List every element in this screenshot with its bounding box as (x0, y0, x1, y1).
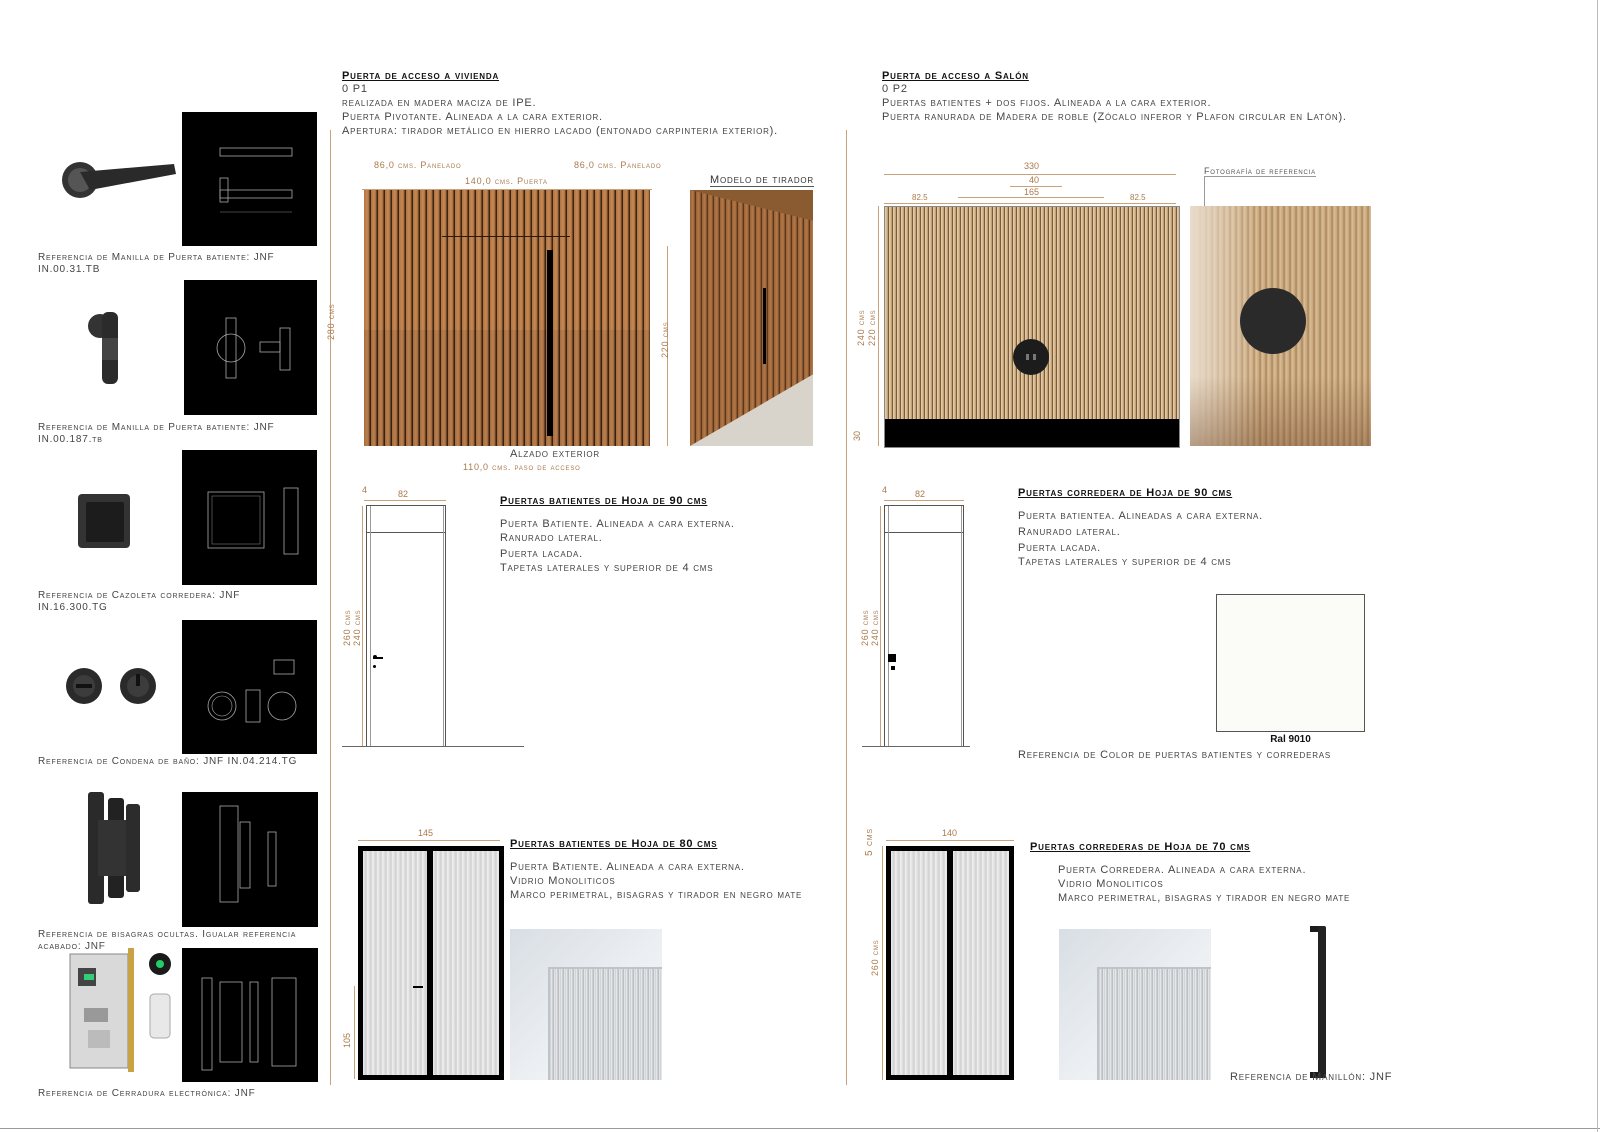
d80-title: Puertas batientes de Hoja de 80 cms (510, 838, 718, 850)
d70-glass-panel (1097, 967, 1211, 1080)
p2-plate-knob-left (1026, 354, 1029, 360)
p1-dim-height-right: 220 cms (660, 321, 670, 358)
d90a-inner-frame (370, 506, 444, 746)
d90b-title: Puertas corredera de Hoja de 90 cms (1018, 487, 1233, 499)
d70-glass-doors (886, 846, 1014, 1080)
p2-reference-photo (1190, 206, 1371, 446)
p1-line-1: 0 P1 (342, 83, 368, 95)
d90b-line-4: Tapetas laterales y superior de 4 cms (1018, 556, 1232, 568)
d90b-floor-line (862, 746, 970, 747)
p2-dim-h2: 220 cms (867, 309, 877, 346)
d90a-dim-frame: 4 (362, 485, 368, 495)
p1-dim-left-panel: 86,0 cms. Panelado (374, 160, 462, 170)
d70-leaf-right (953, 851, 1009, 1075)
d80-glass-doors (358, 846, 504, 1080)
p2-dim-line-sides (884, 203, 1176, 204)
p2-photo-bottom-shade (1190, 376, 1371, 446)
d70-dim-height: 260 cms (870, 939, 880, 976)
p2-title: Puerta de acceso a Salón (882, 70, 1029, 82)
d70-dim-top: 5 cms (864, 828, 875, 856)
bath-lock-drawing (182, 620, 317, 754)
d90a-line-2: Ranurado lateral. (500, 532, 603, 544)
p2-dim-165: 165 (1024, 187, 1040, 197)
p1-line-4: Apertura: tirador metálico en hierro lacado (entonado carpinteria exterior). (342, 125, 778, 137)
sidebar-item-elock (36, 948, 321, 1098)
p2-round-plate (1013, 339, 1049, 375)
d70-dim-width: 140 (942, 828, 958, 838)
p1-elevation-panel (364, 190, 650, 446)
p2-dim-total: 330 (1024, 161, 1040, 171)
sidebar-caption-4: Referencia de Condena de baño: JNF IN.04.214.TG (38, 756, 298, 767)
d90a-title: Puertas batientes de Hoja de 90 cms (500, 495, 708, 507)
d70-pull-caption: Referencia de Manillón: JNF (1230, 1071, 1393, 1083)
p1-lower-shade (364, 330, 650, 446)
d90b-line-1: Puerta batientea. Alineadas a cara externa. (1018, 510, 1264, 522)
p1-dim-door: 140,0 cms. Puerta (465, 176, 548, 186)
d70-line-1: Puerta Corredera. Alineada a cara externa. (1058, 864, 1307, 876)
d90b-inner-frame (888, 506, 962, 746)
p2-dim-h1: 240 cms (856, 309, 866, 346)
d90b-dim-h2: 240 cms (870, 609, 880, 646)
p1-header (342, 70, 842, 138)
d90a-dim-h2: 240 cms (352, 609, 362, 646)
sidebar-item-flush-pull (36, 450, 321, 615)
d80-dim-height: 105 (342, 1032, 352, 1048)
p2-photo-leader (1204, 176, 1205, 206)
d90b-door-elevation (884, 505, 964, 747)
d80-line-3: Marco perimetral, bisagras y tirador en negro mate (510, 889, 803, 901)
p1-reference-photo (690, 190, 813, 446)
d90b-line-2: Ranurado lateral. (1018, 526, 1121, 538)
p2-line-1: 0 P2 (882, 83, 908, 95)
d90b-text (1018, 487, 1518, 569)
d90a-dim-line-top (364, 500, 446, 501)
d70-line-3: Marco perimetral, bisagras y tirador en negro mate (1058, 892, 1351, 904)
d90a-handle-rose (373, 655, 377, 659)
d70-text (1030, 841, 1450, 905)
p1-dim-right-panel: 86,0 cms. Panelado (574, 160, 662, 170)
color-reference-caption: Referencia de Color de puertas batientes y correderas (1018, 749, 1332, 761)
sidebar-item-knob (36, 280, 321, 445)
d90a-text (500, 495, 840, 575)
d70-dim-line-top (886, 840, 1014, 841)
p2-line-3: Puerta ranurada de Madera de roble (Zócalo inferor y Plafon circular en Latón). (882, 111, 1347, 123)
p1-line-2: realizada en madera maciza de IPE. (342, 97, 537, 109)
d80-glass-panel (548, 967, 662, 1080)
sidebar-caption-5: Referencia de bisagras ocultas. Igualar referencia acabado: JNF (38, 929, 297, 952)
d90b-dim-line-top (884, 500, 964, 501)
sidebar-item-bath-lock (36, 620, 321, 785)
sidebar-caption-1: Referencia de Manilla de Puerta batiente: JNF IN.00.31.TB (38, 252, 275, 275)
p2-photo-label: Fotografía de referencia (1204, 166, 1316, 176)
d90a-line-4: Tapetas laterales y superior de 4 cms (500, 562, 714, 574)
page-bottom-rule (0, 1128, 1600, 1129)
ral-swatch (1216, 594, 1365, 732)
hinge-drawing (182, 792, 318, 927)
d80-dim-line-h (354, 986, 355, 1079)
d80-line-2: Vidrio Monoliticos (510, 875, 616, 887)
sidebar-item-lever (36, 110, 321, 275)
d80-dim-width: 145 (418, 828, 434, 838)
p2-base-plinth (885, 419, 1179, 447)
d90b-dim-line-h (880, 506, 881, 746)
sidebar-caption-2: Referencia de Manilla de Puerta batiente: JNF IN.00.187.tb (38, 422, 275, 445)
p2-dim-side-left: 82.5 (912, 193, 928, 202)
lever-drawing (182, 112, 317, 246)
sidebar-caption-3: Referencia de Cazoleta corredera: JNF IN.16.300.TG (38, 590, 241, 613)
sidebar-item-hinge (36, 790, 321, 955)
p2-dim-center: 40 (1029, 175, 1040, 185)
d80-leaf-right (433, 851, 499, 1075)
p2-dim-side-right: 82.5 (1130, 193, 1146, 202)
d80-line-1: Puerta Batiente. Alineada a cara externa. (510, 861, 745, 873)
d80-dim-line-top (358, 840, 500, 841)
d70-dim-line-h (882, 846, 883, 1080)
p2-elevation-panel (884, 206, 1180, 448)
p1-title: Puerta de acceso a vivienda (342, 70, 500, 82)
lever-handle-icon (56, 152, 186, 212)
p2-photo-plate (1240, 288, 1306, 354)
page-right-rule (1597, 0, 1598, 1132)
d90a-keyhole (373, 665, 376, 668)
flush-pull-icon (76, 492, 132, 550)
p2-header (882, 70, 1582, 124)
bathroom-lock-icon (64, 662, 164, 712)
sidebar-caption-6: Referencia de Cerradura electrónica: JNF (38, 1088, 256, 1099)
p2-line-2: Puertas batientes + dos fijos. Alineada a la cara exterior. (882, 97, 1212, 109)
ral-label: Ral 9010 (1270, 734, 1311, 745)
d90a-dim-width: 82 (398, 489, 409, 499)
d80-text (510, 838, 850, 902)
electronic-lock-icon (68, 948, 178, 1072)
concealed-hinge-icon (84, 790, 144, 908)
p1-photo-handle (763, 288, 766, 364)
d70-glass-photo (1059, 929, 1211, 1080)
d90a-line-1: Puerta Batiente. Alineada a cara externa. (500, 518, 735, 530)
flush-pull-drawing (182, 450, 317, 585)
p2-dim-line-165 (958, 197, 1104, 198)
d90b-line-3: Puerta lacada. (1018, 542, 1102, 554)
d70-title: Puertas correderas de Hoja de 70 cms (1030, 841, 1251, 853)
p1-model-label: Modelo de tirador (710, 174, 814, 186)
d90b-dim-frame: 4 (882, 485, 888, 495)
elock-drawing (182, 948, 318, 1082)
knob-handle-icon (84, 308, 134, 388)
knob-drawing (184, 280, 317, 415)
d90a-dim-line-h (362, 506, 363, 746)
d90a-line-3: Puerta lacada. (500, 548, 584, 560)
d90a-door-elevation (366, 505, 446, 747)
d90b-dim-width: 82 (915, 489, 926, 499)
p2-dim-line-h (878, 206, 879, 446)
p2-dim-base: 30 (852, 430, 862, 441)
p1-dim-height: 280 cms (326, 303, 336, 340)
d90a-floor-line (342, 746, 524, 747)
d90a-dim-h1: 260 cms (342, 609, 352, 646)
p1-line-3: Puerta Pivotante. Alineada a la cara exterior. (342, 111, 603, 123)
d90b-dim-h1: 260 cms (860, 609, 870, 646)
p1-caption-elevation: Alzado exterior (510, 448, 600, 460)
divider-center (846, 130, 847, 1085)
bar-pull-handle-icon (1308, 924, 1332, 1080)
p1-dim-passage: 110,0 cms. paso de acceso (463, 462, 581, 472)
d80-handle (413, 986, 423, 988)
d90b-pull (888, 654, 896, 662)
d80-glass-photo (510, 929, 662, 1080)
d70-line-2: Vidrio Monoliticos (1058, 878, 1164, 890)
d80-leaf-left (363, 851, 427, 1075)
p2-plate-knob-right (1033, 354, 1036, 360)
divider-left (330, 130, 331, 1085)
d70-leaf-left (891, 851, 947, 1075)
d90b-pull-small (891, 666, 895, 670)
